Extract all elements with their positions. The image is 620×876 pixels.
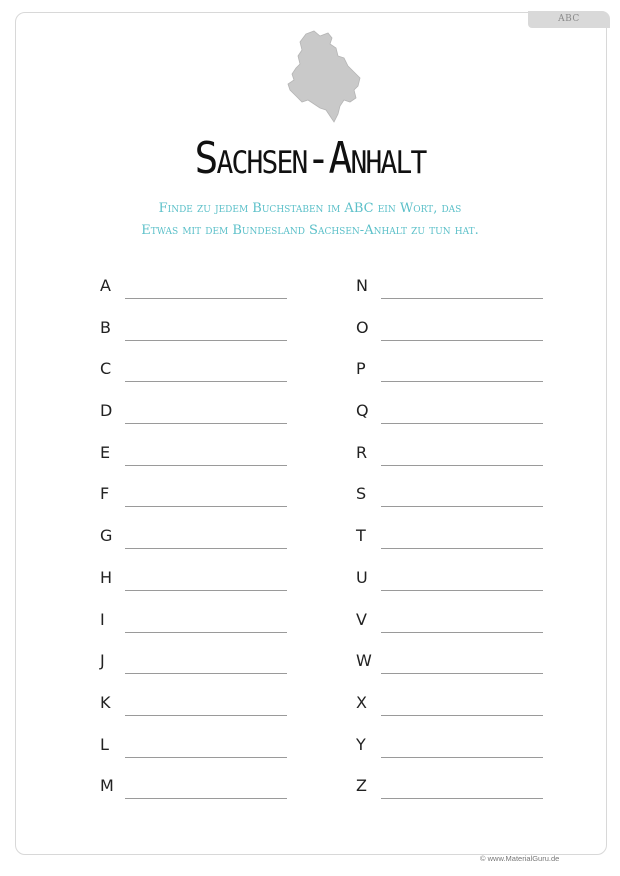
letter-label: J [100,651,105,671]
letters-column-right [356,274,556,816]
answer-line [381,423,543,424]
instruction-line-1: Finde zu jedem Buchstaben im ABC ein Wort, das [158,201,462,216]
letter-label: X [356,692,367,712]
letter-label: W [356,651,372,671]
answer-line [381,548,543,549]
letter-row [100,316,300,358]
letter-label: O [356,317,369,337]
letter-row [100,608,300,650]
answer-line [381,506,543,507]
letter-row [100,733,300,775]
letter-label: S [356,484,367,504]
letter-row [100,649,300,691]
answer-line [125,381,287,382]
letter-label: V [356,609,367,629]
letter-label: Y [356,734,366,754]
letter-row [100,399,300,441]
answer-line [125,798,287,799]
letter-label: G [100,526,113,546]
answer-line [125,298,287,299]
letter-label: E [100,442,111,462]
letter-row [100,524,300,566]
letter-row [100,357,300,399]
letter-label: N [356,276,368,295]
letter-label: C [100,359,112,379]
copyright-footer: © www.MaterialGuru.de [480,854,560,863]
letter-row [356,482,556,524]
letter-row [356,274,556,316]
answer-line [125,548,287,549]
answer-line [125,465,287,466]
letter-row [356,357,556,399]
answer-line [381,381,543,382]
letter-label: A [100,276,111,295]
letter-row [356,774,556,816]
letter-label: K [100,692,111,712]
instruction-line-2: Etwas mit dem Bundesland Sachsen-Anhalt zu tun hat. [141,223,479,238]
answer-line [125,423,287,424]
answer-line [381,673,543,674]
letter-label: M [100,776,114,796]
letter-label: Z [356,776,367,796]
letter-row [356,399,556,441]
category-tag: ABC [528,11,610,28]
answer-line [381,465,543,466]
letter-label: L [100,734,109,754]
letter-row [356,316,556,358]
letter-row [356,691,556,733]
answer-line [381,632,543,633]
answer-line [125,673,287,674]
answer-line [125,590,287,591]
letter-row [100,482,300,524]
letter-label: H [100,567,113,587]
letter-label: P [356,359,366,379]
page-title: Sachsen-Anhalt [194,133,426,184]
letters-column-left [100,274,300,816]
letter-row [100,441,300,483]
letter-row [100,566,300,608]
letter-label: I [100,609,105,629]
letter-row [356,608,556,650]
letter-row [356,524,556,566]
answer-line [381,340,543,341]
letter-label: R [356,442,368,462]
letter-row [100,774,300,816]
letter-label: D [100,401,113,421]
letter-row [356,566,556,608]
answer-line [381,298,543,299]
answer-line [125,632,287,633]
letter-row [356,441,556,483]
answer-line [125,506,287,507]
answer-line [381,757,543,758]
answer-line [125,715,287,716]
letter-row [100,691,300,733]
answer-line [125,757,287,758]
sachsen-anhalt-map-icon [284,28,364,128]
letter-label: T [356,526,366,546]
answer-line [125,340,287,341]
answer-line [381,590,543,591]
letter-label: Q [356,401,369,421]
letter-label: F [100,484,110,504]
letter-row [356,733,556,775]
letter-row [356,649,556,691]
answer-line [381,798,543,799]
instructions [0,198,620,242]
letter-label: B [100,317,111,337]
letter-label: U [356,567,368,587]
letter-row [100,274,300,316]
answer-line [381,715,543,716]
